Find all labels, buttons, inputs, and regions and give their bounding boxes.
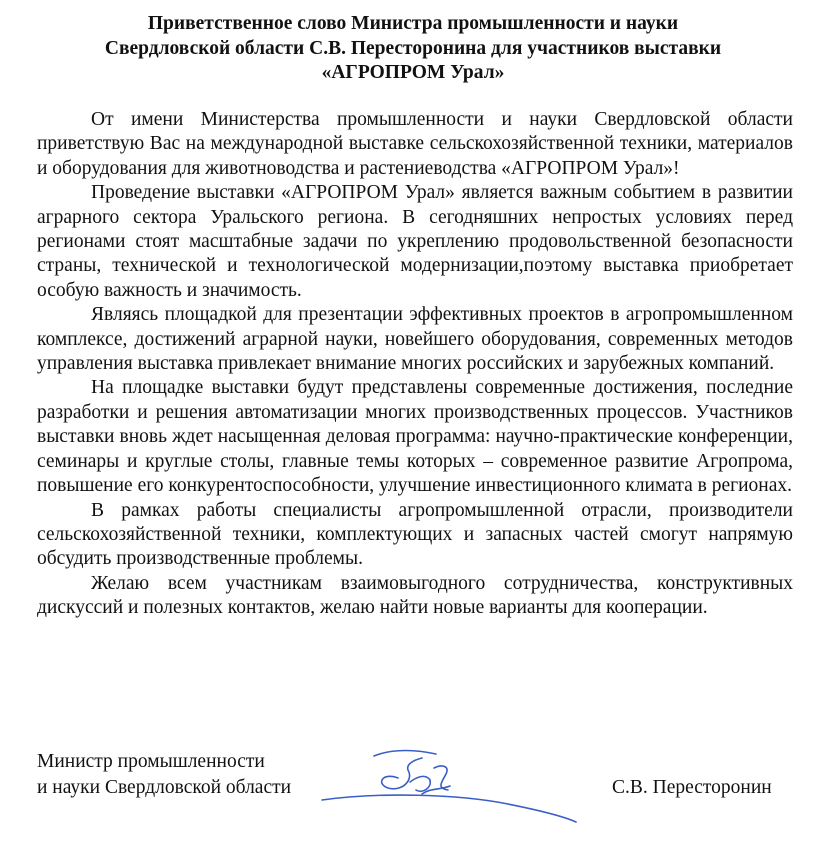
letter-body — [37, 108, 793, 621]
title-line-3: «АГРОПРОМ Урал» — [321, 62, 505, 83]
title-line-1: Приветственное слово Министра промышленности и науки — [147, 13, 679, 34]
handwritten-signature — [318, 742, 580, 828]
position-line-1: Министр промышленности — [37, 751, 265, 772]
signatory-position — [37, 749, 291, 801]
paragraph-3: Являясь площадкой для презентации эффективных проектов в агропромышленном комплексе, достижений аграрной науки, новейшего оборудования, современных методов управления выставка привлекает внимание многих российских и зарубежных компаний. — [37, 304, 793, 375]
letter-title — [40, 12, 786, 86]
paragraph-6: Желаю всем участникам взаимовыгодного сотрудничества, конструктивных дискуссий и полезных контактов, желаю найти новые варианты для кооперации. — [37, 572, 793, 619]
position-line-2: и науки Свердловской области — [37, 777, 292, 798]
paragraph-5: В рамках работы специалисты агропромышленной отрасли, производители сельскохозяйственной техники, комплектующих и запасных частей смогут напрямую обсудить производственные проблемы. — [37, 499, 793, 570]
paragraph-2: Проведение выставки «АГРОПРОМ Урал» является важным событием в развитии аграрного сектора Уральского региона. В сегодняшних непростых условиях перед регионами стоят масштабные задачи по укреплению продовольственной безопасности страны, технической и технологической модернизации,поэтому выставка приобретает особую важность и значимость. — [37, 182, 793, 301]
signatory-name: С.В. Пересторонин — [612, 777, 772, 798]
title-line-2: Свердловской области С.В. Пересторонина для участников выставки — [104, 37, 722, 59]
paragraph-1: От имени Министерства промышленности и науки Свердловской области приветствую Вас на международной выставке сельскохозяйственной техники, материалов и оборудования для животноводства и растениеводства «АГРОПРОМ Урал»! — [37, 109, 793, 179]
paragraph-4: На площадке выставки будут представлены современные достижения, последние разработки и решения автоматизации многих производственных процессов. Участников выставки вновь ждет насыщенная деловая программа: научно-практические конференции, семинары и круглые столы, главные темы которых – современное развитие Агропрома, повышение его конкурентоспособности, улучшение инвестиционного климата в регионах. — [37, 377, 793, 497]
